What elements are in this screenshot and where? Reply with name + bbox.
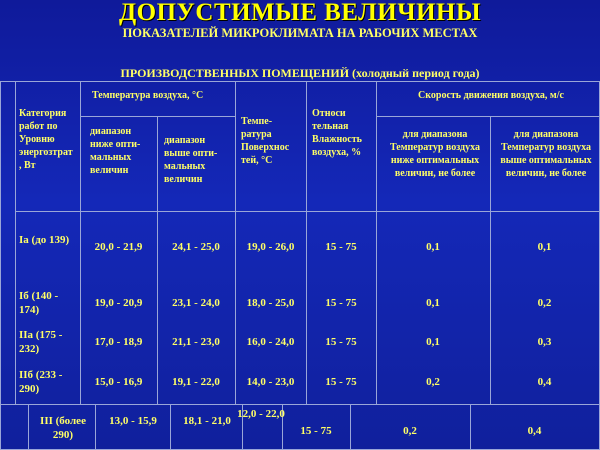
row-1-category: Iа (до 139): [19, 234, 70, 246]
table-border: [490, 116, 491, 404]
table-border: [15, 211, 600, 212]
row-2-surface: 18,0 - 25,0: [246, 297, 295, 309]
page-subtitle: ПОКАЗАТЕЛЕЙ МИКРОКЛИМАТА НА РАБОЧИХ МЕСТАХ: [122, 26, 478, 40]
row-2-v-above: 0,2: [537, 297, 552, 309]
row-5-surface: 12,0 - 22,0: [237, 408, 285, 420]
row-5-humidity: 15 - 75: [300, 425, 332, 437]
row-3-v-below: 0,1: [426, 336, 440, 348]
row-1-v-below: 0,1: [426, 241, 440, 253]
row-4-surface: 14,0 - 23,0: [246, 376, 295, 388]
page-title: ДОПУСТИМЫЕ ВЕЛИЧИНЫ: [118, 0, 482, 26]
row-4-v-below: 0,2: [426, 376, 440, 388]
header-humidity: Относи тельная Влажность воздуха, %: [312, 108, 362, 158]
table-border: [157, 116, 158, 404]
row-1-surface: 19,0 - 26,0: [246, 241, 295, 253]
row-5-v-above: 0,4: [527, 425, 542, 437]
table-border: [15, 81, 16, 404]
row-4-t-above: 19,1 - 22,0: [172, 376, 220, 388]
row-1-t-above: 24,1 - 25,0: [172, 241, 220, 253]
row-3-t-above: 21,1 - 23,0: [172, 336, 220, 348]
header-category: Категория работ по Уровню энергозтрат , Вт: [19, 108, 73, 171]
row-3-category: IIа (175 - 232): [19, 329, 63, 355]
header-air-speed: Скорость движения воздуха, м/с: [418, 90, 564, 101]
row-3-t-below: 17,0 - 18,9: [94, 336, 143, 348]
table-border: [0, 81, 600, 82]
row-1-humidity: 15 - 75: [325, 241, 357, 253]
table-border: [95, 404, 96, 449]
row-4-humidity: 15 - 75: [325, 376, 357, 388]
header-surface-temp: Темпе-ратура Поверхнос тей, °С: [241, 116, 290, 166]
row-5-t-above: 18,1 - 21,0: [183, 415, 231, 427]
row-3-humidity: 15 - 75: [325, 336, 357, 348]
row-5-v-below: 0,2: [403, 425, 417, 437]
row-4-v-above: 0,4: [537, 376, 552, 388]
row-4-category: IIб (233 - 290): [19, 369, 63, 395]
row-2-t-below: 19,0 - 20,9: [94, 297, 143, 309]
row-2-category: Iб (140 - 174): [19, 290, 59, 316]
header-speed-below: для диапазона Температур воздуха ниже оптимальных величин, не более: [390, 129, 480, 179]
table-border: [0, 404, 600, 405]
row-1-v-above: 0,1: [537, 241, 552, 253]
page-subtitle-period: ПРОИЗВОДСТВЕННЫХ ПОМЕЩЕНИЙ (холодный период года): [120, 66, 480, 80]
row-3-v-above: 0,3: [537, 336, 552, 348]
row-5-t-below: 13,0 - 15,9: [109, 415, 157, 427]
table-border: [28, 404, 29, 449]
row-2-v-below: 0,1: [426, 297, 440, 309]
row-5-category: III (более 290): [40, 415, 86, 441]
row-2-humidity: 15 - 75: [325, 297, 357, 309]
header-air-temp-above: диапазон выше опти-мальных величин: [164, 135, 218, 185]
row-4-t-below: 15,0 - 16,9: [94, 376, 143, 388]
header-air-temp-below: диапазон ниже опти-мальных величин: [90, 126, 141, 176]
row-2-t-above: 23,1 - 24,0: [172, 297, 220, 309]
header-speed-above: для диапазона Температур воздуха выше оптимальных величин, не более: [500, 129, 592, 179]
table-border: [170, 404, 171, 449]
table-border: [376, 116, 600, 117]
header-air-temp: Температура воздуха, °С: [92, 90, 204, 101]
row-1-t-below: 20,0 - 21,9: [94, 241, 143, 253]
table-border: [0, 81, 1, 449]
row-3-surface: 16,0 - 24,0: [246, 336, 295, 348]
